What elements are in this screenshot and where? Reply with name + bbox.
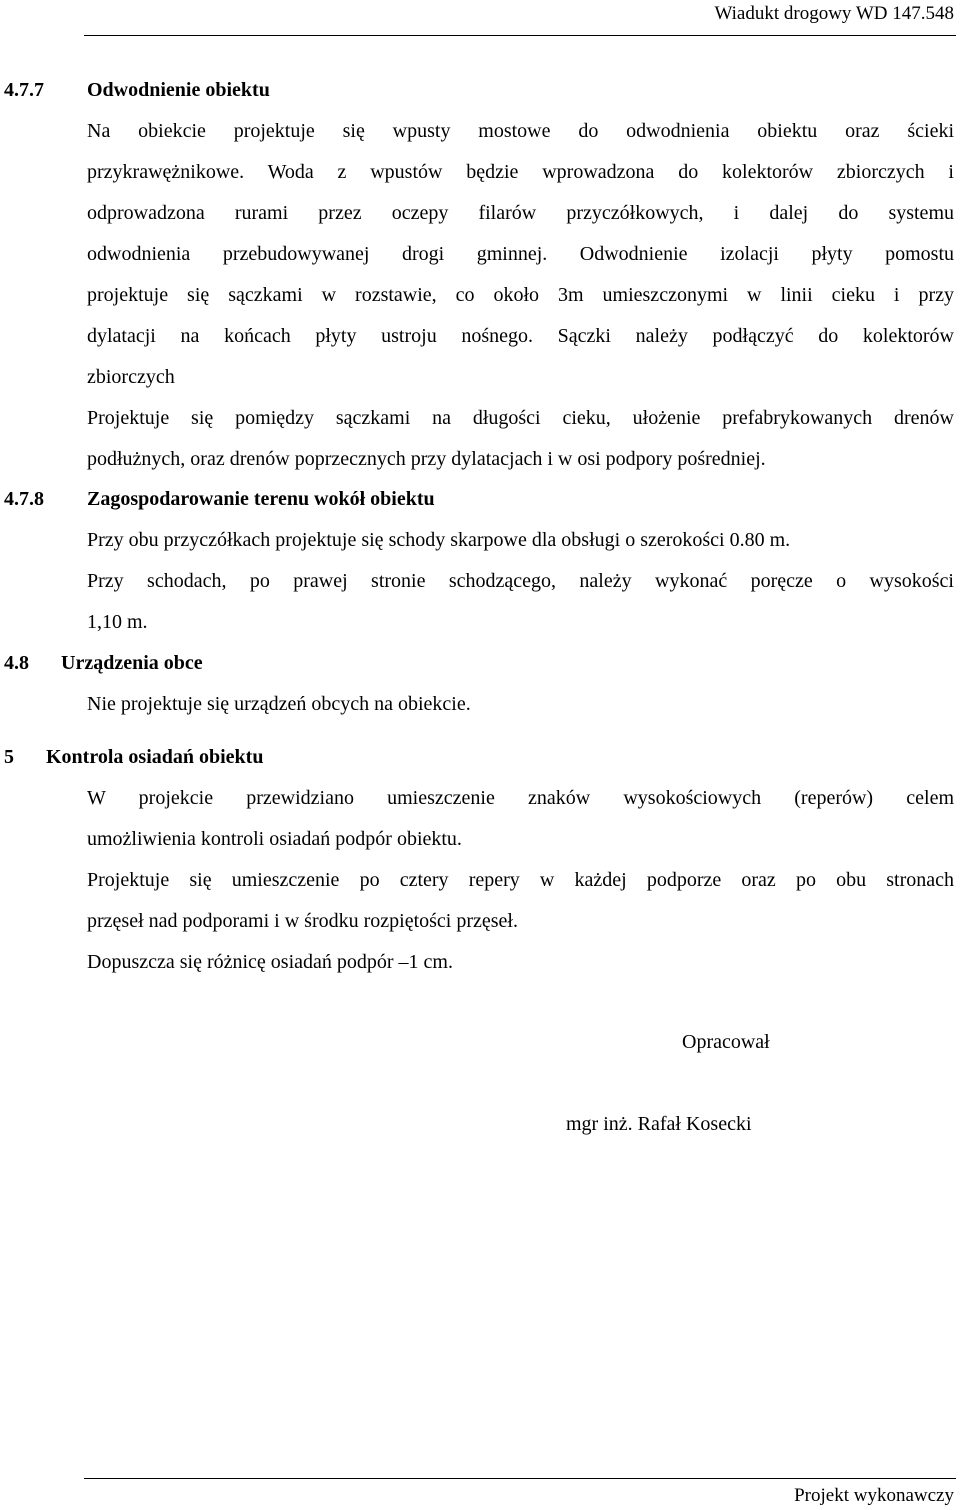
section-number-48: 4.8 [4,652,29,674]
page-footer: Projekt wykonawczy [794,1485,954,1506]
footer-rule [84,1478,956,1479]
section-number-477: 4.7.7 [4,79,44,101]
header-rule [84,35,956,36]
page-header: Wiadukt drogowy WD 147.548 [714,3,954,24]
paragraph-line: projektuje się sączkami w rozstawie, co około 3m umieszczonymi w linii cieku i przy [87,284,954,306]
paragraph-line: Na obiekcie projektuje się wpusty mostowe do odwodnienia obiektu oraz ścieki [87,120,954,142]
paragraph-line: Dopuszcza się różnicę osiadań podpór –1 cm. [87,951,453,973]
signature-name: mgr inż. Rafał Kosecki [566,1113,752,1135]
section-title-5: Kontrola osiadań obiektu [46,746,264,768]
section-title-478: Zagospodarowanie terenu wokół obiektu [87,488,435,510]
paragraph-line: odprowadzona rurami przez oczepy filarów przyczółkowych, i dalej do systemu [87,202,954,224]
paragraph-line: umożliwienia kontroli osiadań podpór obiektu. [87,828,462,850]
paragraph-line: Przy obu przyczółkach projektuje się schody skarpowe dla obsługi o szerokości 0.80 m. [87,529,791,551]
paragraph-line: przykrawężnikowe. Woda z wpustów będzie wprowadzona do kolektorów zbiorczych i [87,161,954,183]
paragraph-line: podłużnych, oraz drenów poprzecznych przy dylatacjach i w osi podpory pośredniej. [87,448,766,470]
paragraph-line: W projekcie przewidziano umieszczenie znaków wysokościowych (reperów) celem [87,787,954,809]
paragraph-line: Projektuje się pomiędzy sączkami na długości cieku, ułożenie prefabrykowanych drenów [87,407,954,429]
paragraph-line: 1,10 m. [87,611,148,633]
paragraph-line: przęseł nad podporami i w środku rozpiętości przęseł. [87,910,518,932]
paragraph-line: Przy schodach, po prawej stronie schodzącego, należy wykonać poręcze o wysokości [87,570,954,592]
signature-label: Opracował [682,1031,770,1053]
paragraph-line: Projektuje się umieszczenie po cztery repery w każdej podporze oraz po obu stronach [87,869,954,891]
section-title-477: Odwodnienie obiektu [87,79,270,101]
paragraph-line: odwodnienia przebudowywanej drogi gminnej. Odwodnienie izolacji płyty pomostu [87,243,954,265]
paragraph-line: zbiorczych [87,366,175,388]
section-number-5: 5 [4,746,14,768]
section-number-478: 4.7.8 [4,488,44,510]
paragraph-line: dylatacji na końcach płyty ustroju nośnego. Sączki należy podłączyć do kolektorów [87,325,954,347]
section-title-48: Urządzenia obce [61,652,203,674]
paragraph-line: Nie projektuje się urządzeń obcych na obiekcie. [87,693,471,715]
